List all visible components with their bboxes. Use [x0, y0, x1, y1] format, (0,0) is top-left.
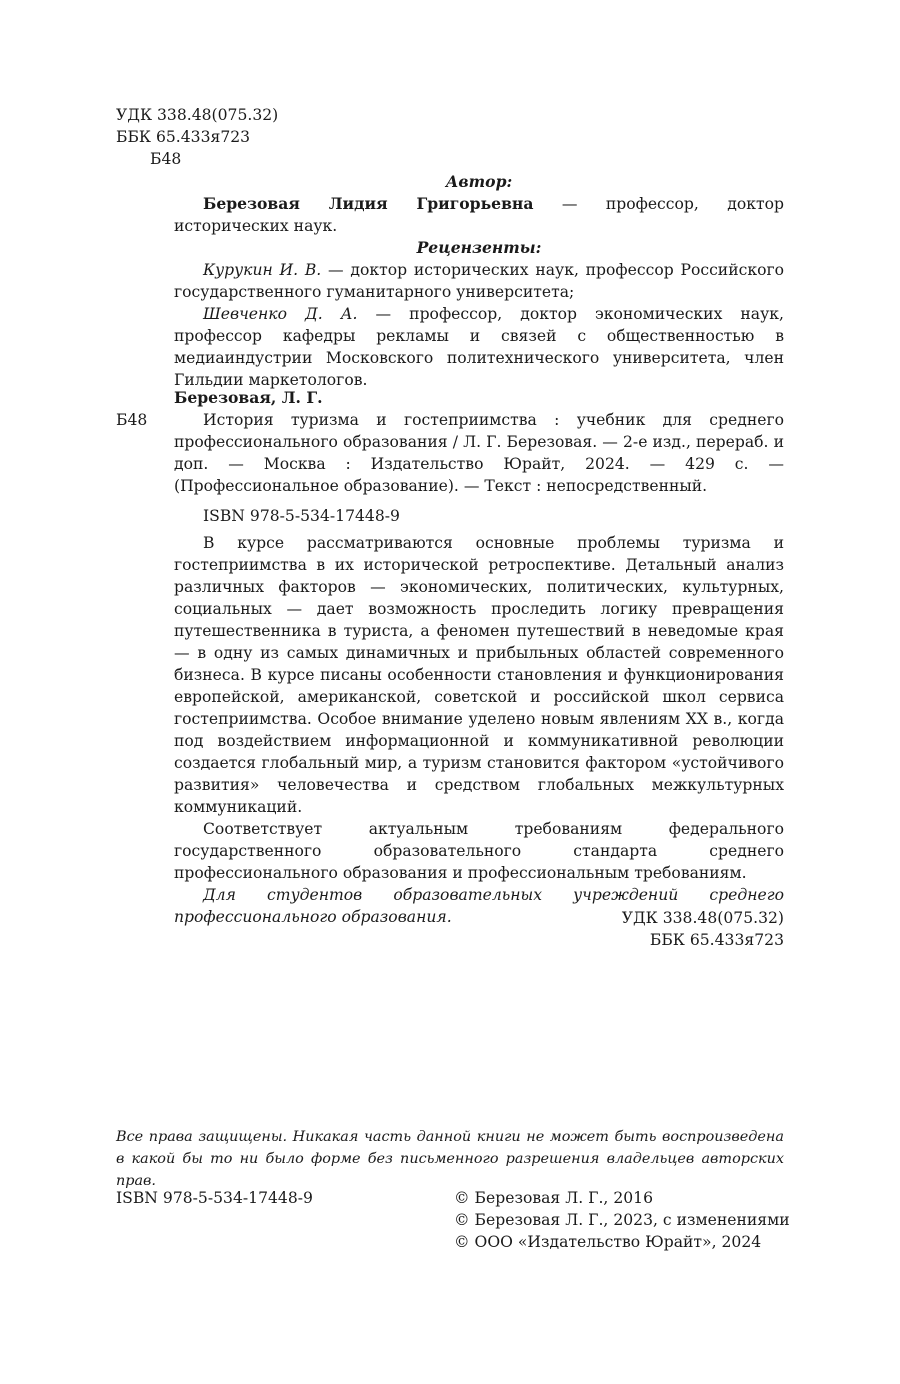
author-description: — профессор, доктор исторических наук. — [174, 195, 784, 235]
reviewer-entry — [174, 259, 784, 303]
rights-notice: Все права защищены. Никакая часть данной книги не может быть воспроизведена в какой бы то ни было форме без письменного разрешения владельцев авторских прав. — [116, 1129, 784, 1189]
catalog-card-code: Б48 — [116, 411, 148, 429]
copyright-line: © Березовая Л. Г., 2023, с изменениями — [454, 1211, 790, 1229]
audience-note: Для студентов образовательных учреждений среднего профессионального образования. — [174, 886, 784, 926]
reviewer-name: Курукин И. В. — [203, 261, 322, 279]
footer-isbn: ISBN 978-5-534-17448-9 — [116, 1189, 313, 1207]
udk-code: УДК 338.48(075.32) — [621, 909, 784, 927]
bbk-code: ББК 65.433я723 — [116, 128, 251, 146]
annotation-paragraph: В курсе рассматриваются основные проблемы туризма и гостеприимства в их исторической ретроспективе. Детальный анализ различных факторов — экономических, политических, культурных, социальных — дает возможность проследить логику превращения путешественника в туриста, а феномен путешествий в неведомые края — в одну из самых динамичных и прибыльных областей современного бизнеса. В курсе писаны особенности становления и функционирования европейской, американской, советской и российской школ сервиса гостеприимства. Особое внимание уделено новым явлениям XX в., когда под воздействием информационной и коммуникативной революции создается глобальный мир, а туризм становится фактором «устойчивого развития» человечества и средством глобальных межкультурных коммуникаций. — [174, 534, 784, 816]
author-entry — [174, 193, 784, 237]
author-section — [174, 171, 784, 237]
catalog-card-author: Березовая, Л. Г. — [174, 388, 323, 407]
copyright-line: © Березовая Л. Г., 2016 — [454, 1189, 654, 1207]
bibliographic-description: История туризма и гостеприимства : учебник для среднего профессионального образования / Л. Г. Березовая. — 2-е изд., перераб. и доп. — Москва : Издательство Юрайт, 2024. — 429 с. — (Профессиональное образование). — Текст : непосредственный. — [174, 411, 784, 495]
copyright-line: © ООО «Издательство Юрайт», 2024 — [454, 1233, 762, 1251]
bbk-code: ББК 65.433я723 — [649, 931, 784, 949]
classification-codes-top — [116, 104, 278, 170]
classification-codes-bottom — [622, 907, 784, 951]
reviewer-description: — доктор исторических наук, профессор Российского государственного гуманитарного университета; — [174, 261, 785, 301]
reviewers-heading: Рецензенты: — [416, 238, 542, 257]
author-mark: Б48 — [150, 150, 182, 168]
reviewer-name: Шевченко Д. А. — [203, 305, 358, 323]
annotation-paragraph: Соответствует актуальным требованиям федерального государственного образовательного стандарта среднего профессионального образования и профессиональным требованиям. — [174, 820, 784, 882]
copyright-lines — [454, 1187, 790, 1253]
reviewer-description: — профессор, доктор экономических наук, профессор кафедры рекламы и связей с общественностью в медиаиндустрии Московского политехнического университета, член Гильдии маркетологов. — [174, 305, 784, 389]
reviewers-section — [174, 237, 784, 391]
catalog-card-description — [174, 409, 784, 497]
udk-code: УДК 338.48(075.32) — [116, 106, 279, 124]
annotation — [174, 532, 784, 928]
author-name: Березовая Лидия Григорьевна — [203, 194, 534, 213]
reviewer-entry — [174, 303, 784, 391]
author-heading: Автор: — [445, 172, 513, 191]
catalog-card-isbn: ISBN 978-5-534-17448-9 — [203, 507, 400, 525]
